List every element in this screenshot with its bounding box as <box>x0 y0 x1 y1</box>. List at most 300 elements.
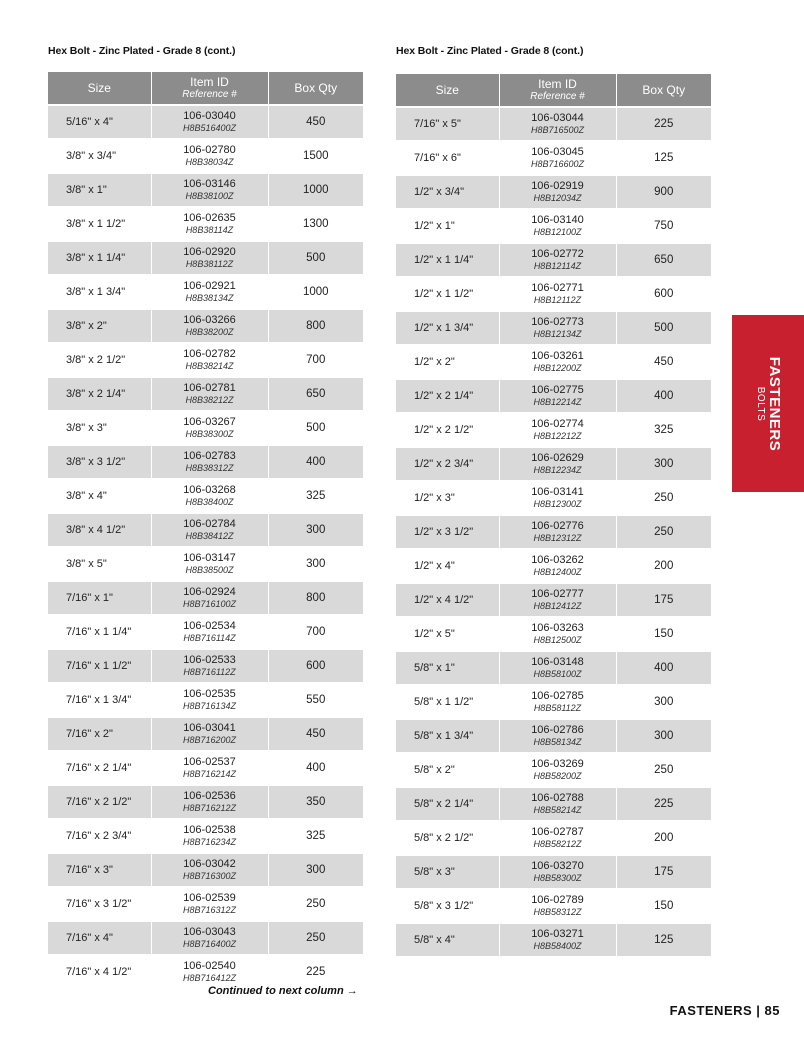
item-id-cell <box>151 513 268 547</box>
table-row <box>48 853 363 887</box>
item-id-cell <box>151 445 268 479</box>
item-id-cell <box>499 175 616 209</box>
reference-number: H8B58112Z <box>533 703 582 713</box>
item-id: 106-02771 <box>531 282 584 294</box>
table-row <box>48 377 363 411</box>
box-qty-cell: 400 <box>616 651 711 685</box>
item-id-column-header: Item ID Reference # <box>151 72 268 105</box>
reference-number: H8B38312Z <box>185 463 234 473</box>
size-cell: 1/2" x 2 1/4" <box>396 379 499 413</box>
box-qty-cell: 200 <box>616 549 711 583</box>
item-id: 106-02777 <box>531 588 584 600</box>
size-cell: 1/2" x 1 1/4" <box>396 243 499 277</box>
reference-number: H8B12200Z <box>533 363 582 373</box>
reference-number: H8B716300Z <box>182 871 237 881</box>
item-id-cell <box>151 139 268 173</box>
size-column-header: Size <box>48 72 151 105</box>
reference-number: H8B38034Z <box>185 157 234 167</box>
item-id-cell <box>499 481 616 515</box>
item-id-cell <box>499 379 616 413</box>
item-id: 106-02536 <box>183 790 236 802</box>
size-cell: 7/16" x 5" <box>396 107 499 141</box>
size-cell: 1/2" x 3/4" <box>396 175 499 209</box>
item-id: 106-03267 <box>183 416 236 428</box>
item-id: 106-03271 <box>531 928 584 940</box>
box-qty-cell: 300 <box>616 685 711 719</box>
item-id: 106-03042 <box>183 858 236 870</box>
table-row <box>396 583 711 617</box>
item-id-cell <box>151 547 268 581</box>
item-id-cell <box>151 207 268 241</box>
size-cell: 5/8" x 1 1/2" <box>396 685 499 719</box>
item-id: 106-03266 <box>183 314 236 326</box>
item-id-cell <box>151 275 268 309</box>
table-row <box>48 275 363 309</box>
item-id-cell <box>499 651 616 685</box>
table-row <box>48 479 363 513</box>
box-qty-cell: 125 <box>616 923 711 956</box>
item-id-cell <box>499 855 616 889</box>
item-id: 106-02537 <box>183 756 236 768</box>
table-row <box>396 447 711 481</box>
size-cell: 3/8" x 4 1/2" <box>48 513 151 547</box>
table-row <box>396 107 711 141</box>
box-qty-cell: 225 <box>616 787 711 821</box>
box-qty-cell: 250 <box>616 481 711 515</box>
table-row <box>396 345 711 379</box>
table-row <box>396 719 711 753</box>
size-cell: 5/8" x 1 3/4" <box>396 719 499 753</box>
item-id-cell <box>151 241 268 275</box>
box-qty-cell: 650 <box>616 243 711 277</box>
item-id: 106-03140 <box>531 214 584 226</box>
table-row <box>396 481 711 515</box>
item-id: 106-02538 <box>183 824 236 836</box>
box-qty-cell: 700 <box>268 615 363 649</box>
table-row <box>48 241 363 275</box>
size-cell: 7/16" x 6" <box>396 141 499 175</box>
box-qty-cell: 200 <box>616 821 711 855</box>
table-row <box>48 581 363 615</box>
reference-number: H8B38200Z <box>185 327 234 337</box>
item-id-cell <box>499 515 616 549</box>
size-cell: 3/8" x 4" <box>48 479 151 513</box>
item-id-cell <box>499 685 616 719</box>
box-qty-cell: 450 <box>268 105 363 139</box>
side-tab-title: FASTENERS <box>766 356 783 451</box>
item-id-cell <box>499 719 616 753</box>
size-cell: 7/16" x 1" <box>48 581 151 615</box>
size-cell: 5/8" x 2 1/4" <box>396 787 499 821</box>
size-cell: 3/8" x 1 1/4" <box>48 241 151 275</box>
item-id-cell <box>499 889 616 923</box>
item-id-cell <box>499 277 616 311</box>
reference-number: H8B716500Z <box>530 125 585 135</box>
table-row <box>396 923 711 956</box>
item-id: 106-03141 <box>531 486 584 498</box>
item-id: 106-03263 <box>531 622 584 634</box>
table-row <box>48 785 363 819</box>
reference-number: H8B38500Z <box>185 565 234 575</box>
table-row <box>48 717 363 751</box>
table-row <box>48 649 363 683</box>
page-footer: FASTENERS | 85 <box>669 1003 780 1018</box>
item-id: 106-02785 <box>531 690 584 702</box>
item-id-cell <box>499 141 616 175</box>
reference-number: H8B38134Z <box>185 293 234 303</box>
reference-number: H8B716114Z <box>183 633 236 643</box>
box-qty-cell: 800 <box>268 581 363 615</box>
box-qty-cell: 900 <box>616 175 711 209</box>
reference-number: H8B716212Z <box>182 803 237 813</box>
size-cell: 3/8" x 2 1/4" <box>48 377 151 411</box>
size-cell: 1/2" x 1" <box>396 209 499 243</box>
table-row <box>48 955 363 988</box>
size-cell: 7/16" x 2" <box>48 717 151 751</box>
size-cell: 3/8" x 2 1/2" <box>48 343 151 377</box>
item-id: 106-02921 <box>183 280 236 292</box>
reference-number: H8B12112Z <box>533 295 582 305</box>
reference-number: H8B12500Z <box>533 635 582 645</box>
reference-number: H8B716412Z <box>182 973 237 983</box>
item-id-cell <box>499 447 616 481</box>
item-id: 106-02789 <box>531 894 584 906</box>
item-id: 106-02539 <box>183 892 236 904</box>
item-id: 106-03044 <box>531 112 584 124</box>
reference-number: H8B12212Z <box>533 431 582 441</box>
table-row <box>48 683 363 717</box>
reference-number: H8B38212Z <box>185 395 234 405</box>
table-row <box>48 819 363 853</box>
item-id: 106-02535 <box>183 688 236 700</box>
item-id-cell <box>151 105 268 139</box>
item-id: 106-02773 <box>531 316 584 328</box>
item-id: 106-02786 <box>531 724 584 736</box>
item-id-cell <box>151 581 268 615</box>
box-qty-cell: 450 <box>616 345 711 379</box>
reference-number: H8B12114Z <box>533 261 582 271</box>
size-cell: 3/8" x 3 1/2" <box>48 445 151 479</box>
reference-number: H8B12300Z <box>533 499 582 509</box>
size-cell: 5/8" x 2 1/2" <box>396 821 499 855</box>
item-id: 106-02774 <box>531 418 584 430</box>
item-id-cell <box>151 955 268 988</box>
table-row <box>48 309 363 343</box>
item-id-cell <box>151 921 268 955</box>
box-qty-cell: 400 <box>268 445 363 479</box>
table-row <box>48 547 363 581</box>
size-cell: 5/8" x 2" <box>396 753 499 787</box>
item-id: 106-02635 <box>183 212 236 224</box>
item-id: 106-02781 <box>183 382 236 394</box>
item-id: 106-03147 <box>183 552 236 564</box>
box-qty-cell: 225 <box>616 107 711 141</box>
table-row <box>396 821 711 855</box>
table-header-row <box>396 74 711 107</box>
item-id: 106-03270 <box>531 860 584 872</box>
size-cell: 5/8" x 4" <box>396 923 499 956</box>
item-id-cell <box>151 853 268 887</box>
item-id-cell <box>151 683 268 717</box>
box-qty-cell: 1500 <box>268 139 363 173</box>
table-row <box>48 207 363 241</box>
box-qty-cell: 175 <box>616 583 711 617</box>
item-id: 106-02784 <box>183 518 236 530</box>
box-qty-cell: 650 <box>268 377 363 411</box>
item-id: 106-03045 <box>531 146 584 158</box>
box-qty-column-header: Box Qty <box>616 74 711 107</box>
box-qty-cell: 1000 <box>268 173 363 207</box>
box-qty-cell: 125 <box>616 141 711 175</box>
item-id-cell <box>499 243 616 277</box>
reference-number: H8B716100Z <box>182 599 237 609</box>
table-row <box>396 243 711 277</box>
reference-number: H8B58212Z <box>533 839 582 849</box>
table-row <box>48 445 363 479</box>
box-qty-cell: 325 <box>268 819 363 853</box>
box-qty-cell: 300 <box>268 513 363 547</box>
table-row <box>396 651 711 685</box>
reference-number: H8B716214Z <box>182 769 237 779</box>
item-id-cell <box>499 617 616 651</box>
size-cell: 1/2" x 5" <box>396 617 499 651</box>
box-qty-cell: 450 <box>268 717 363 751</box>
item-id: 106-02540 <box>183 960 236 972</box>
item-id-cell <box>151 377 268 411</box>
item-id: 106-02780 <box>183 144 236 156</box>
size-cell: 1/2" x 4" <box>396 549 499 583</box>
reference-number: H8B58400Z <box>533 941 582 951</box>
item-id: 106-02534 <box>183 620 236 632</box>
item-id: 106-03040 <box>183 110 236 122</box>
box-qty-cell: 500 <box>268 411 363 445</box>
item-id: 106-02919 <box>531 180 584 192</box>
size-cell: 7/16" x 4" <box>48 921 151 955</box>
size-cell: 3/8" x 3/4" <box>48 139 151 173</box>
size-cell: 1/2" x 2 1/2" <box>396 413 499 447</box>
reference-number: H8B12214Z <box>533 397 582 407</box>
size-cell: 3/8" x 1 1/2" <box>48 207 151 241</box>
item-id-cell <box>151 173 268 207</box>
box-qty-cell: 175 <box>616 855 711 889</box>
reference-number: H8B38300Z <box>185 429 234 439</box>
item-id: 106-02775 <box>531 384 584 396</box>
size-cell: 3/8" x 2" <box>48 309 151 343</box>
table-row <box>48 887 363 921</box>
item-id: 106-03269 <box>531 758 584 770</box>
size-cell: 7/16" x 2 1/2" <box>48 785 151 819</box>
reference-number: H8B58312Z <box>533 907 582 917</box>
item-id-cell <box>499 583 616 617</box>
size-cell: 5/8" x 3 1/2" <box>396 889 499 923</box>
table-row <box>48 751 363 785</box>
item-id-cell <box>151 649 268 683</box>
item-id-cell <box>499 753 616 787</box>
table-row <box>48 411 363 445</box>
right-section-title: Hex Bolt - Zinc Plated - Grade 8 (cont.) <box>396 45 584 57</box>
item-id-cell <box>151 479 268 513</box>
size-cell: 5/8" x 1" <box>396 651 499 685</box>
table-row <box>396 413 711 447</box>
item-id: 106-03041 <box>183 722 236 734</box>
reference-number: H8B716312Z <box>182 905 237 915</box>
reference-number: H8B716200Z <box>182 735 237 745</box>
box-qty-cell: 250 <box>616 753 711 787</box>
box-qty-cell: 400 <box>616 379 711 413</box>
table-row <box>48 139 363 173</box>
reference-number: H8B38114Z <box>185 225 234 235</box>
reference-number: H8B38412Z <box>185 531 234 541</box>
item-id: 106-02920 <box>183 246 236 258</box>
continued-note: Continued to next column → <box>208 985 358 997</box>
item-id: 106-03043 <box>183 926 236 938</box>
table-row <box>396 277 711 311</box>
reference-number: H8B516400Z <box>182 123 237 133</box>
left-product-table <box>48 72 363 988</box>
box-qty-cell: 1000 <box>268 275 363 309</box>
left-section-title: Hex Bolt - Zinc Plated - Grade 8 (cont.) <box>48 45 236 57</box>
reference-number: H8B58300Z <box>533 873 582 883</box>
reference-number: H8B716234Z <box>182 837 237 847</box>
size-cell: 5/16" x 4" <box>48 105 151 139</box>
box-qty-cell: 250 <box>268 921 363 955</box>
size-cell: 7/16" x 1 1/2" <box>48 649 151 683</box>
reference-number: H8B38400Z <box>185 497 234 507</box>
reference-number: H8B58200Z <box>533 771 582 781</box>
box-qty-cell: 500 <box>268 241 363 275</box>
size-cell: 7/16" x 4 1/2" <box>48 955 151 988</box>
item-id-cell <box>499 107 616 141</box>
box-qty-cell: 250 <box>268 887 363 921</box>
reference-number: H8B716134Z <box>182 701 237 711</box>
item-id-cell <box>151 411 268 445</box>
item-id-cell <box>499 413 616 447</box>
item-id-cell <box>151 887 268 921</box>
item-id: 106-02783 <box>183 450 236 462</box>
item-id-cell <box>151 615 268 649</box>
reference-number: H8B12134Z <box>533 329 582 339</box>
reference-number: H8B12100Z <box>533 227 582 237</box>
box-qty-cell: 325 <box>268 479 363 513</box>
size-cell: 1/2" x 2 3/4" <box>396 447 499 481</box>
item-id-cell <box>151 819 268 853</box>
item-id: 106-02772 <box>531 248 584 260</box>
reference-number: H8B58134Z <box>533 737 582 747</box>
item-id-cell <box>499 787 616 821</box>
table-row <box>48 343 363 377</box>
box-qty-cell: 600 <box>268 649 363 683</box>
item-id: 106-03148 <box>531 656 584 668</box>
table-row <box>48 105 363 139</box>
item-id-column-header: Item ID Reference # <box>499 74 616 107</box>
box-qty-cell: 600 <box>616 277 711 311</box>
size-cell: 1/2" x 3 1/2" <box>396 515 499 549</box>
table-row <box>396 311 711 345</box>
reference-number: H8B38100Z <box>185 191 234 201</box>
table-row <box>48 173 363 207</box>
box-qty-cell: 1300 <box>268 207 363 241</box>
reference-number: H8B12034Z <box>533 193 582 203</box>
size-cell: 3/8" x 3" <box>48 411 151 445</box>
reference-number: H8B716400Z <box>182 939 237 949</box>
item-id: 106-03261 <box>531 350 584 362</box>
size-cell: 1/2" x 1 1/2" <box>396 277 499 311</box>
box-qty-cell: 150 <box>616 617 711 651</box>
size-cell: 1/2" x 1 3/4" <box>396 311 499 345</box>
table-row <box>396 379 711 413</box>
table-row <box>396 141 711 175</box>
item-id: 106-02782 <box>183 348 236 360</box>
table-row <box>396 175 711 209</box>
table-row <box>48 921 363 955</box>
item-id: 106-02787 <box>531 826 584 838</box>
reference-number: H8B12312Z <box>533 533 582 543</box>
size-cell: 7/16" x 2 1/4" <box>48 751 151 785</box>
box-qty-cell: 700 <box>268 343 363 377</box>
reference-number: H8B58214Z <box>533 805 582 815</box>
size-cell: 3/8" x 5" <box>48 547 151 581</box>
item-id: 106-02788 <box>531 792 584 804</box>
size-cell: 1/2" x 4 1/2" <box>396 583 499 617</box>
box-qty-cell: 225 <box>268 955 363 988</box>
size-cell: 5/8" x 3" <box>396 855 499 889</box>
item-id: 106-03146 <box>183 178 236 190</box>
item-id-cell <box>499 209 616 243</box>
fasteners-side-tab <box>732 315 804 492</box>
item-id: 106-02776 <box>531 520 584 532</box>
reference-number: H8B58100Z <box>533 669 582 679</box>
size-cell: 1/2" x 2" <box>396 345 499 379</box>
reference-number: H8B12412Z <box>533 601 582 611</box>
size-column-header: Size <box>396 74 499 107</box>
box-qty-cell: 300 <box>616 447 711 481</box>
box-qty-column-header: Box Qty <box>268 72 363 105</box>
box-qty-cell: 750 <box>616 209 711 243</box>
item-id-cell <box>151 343 268 377</box>
item-id: 106-03262 <box>531 554 584 566</box>
box-qty-cell: 550 <box>268 683 363 717</box>
table-row <box>396 549 711 583</box>
table-row <box>396 787 711 821</box>
box-qty-cell: 500 <box>616 311 711 345</box>
reference-number: H8B38112Z <box>185 259 234 269</box>
item-id: 106-03268 <box>183 484 236 496</box>
table-row <box>396 855 711 889</box>
box-qty-cell: 300 <box>268 853 363 887</box>
size-cell: 7/16" x 3 1/2" <box>48 887 151 921</box>
box-qty-cell: 400 <box>268 751 363 785</box>
item-id-cell <box>499 345 616 379</box>
reference-number: H8B38214Z <box>185 361 234 371</box>
reference-number: H8B12234Z <box>533 465 582 475</box>
item-id: 106-02629 <box>531 452 584 464</box>
item-id-cell <box>151 751 268 785</box>
table-row <box>48 513 363 547</box>
size-cell: 7/16" x 2 3/4" <box>48 819 151 853</box>
size-cell: 7/16" x 3" <box>48 853 151 887</box>
size-cell: 1/2" x 3" <box>396 481 499 515</box>
table-row <box>396 515 711 549</box>
item-id-cell <box>151 309 268 343</box>
size-cell: 7/16" x 1 1/4" <box>48 615 151 649</box>
table-row <box>396 889 711 923</box>
item-id-cell <box>499 923 616 956</box>
table-row <box>396 617 711 651</box>
size-cell: 7/16" x 1 3/4" <box>48 683 151 717</box>
item-id-cell <box>151 785 268 819</box>
reference-number: H8B716112Z <box>183 667 236 677</box>
box-qty-cell: 300 <box>268 547 363 581</box>
